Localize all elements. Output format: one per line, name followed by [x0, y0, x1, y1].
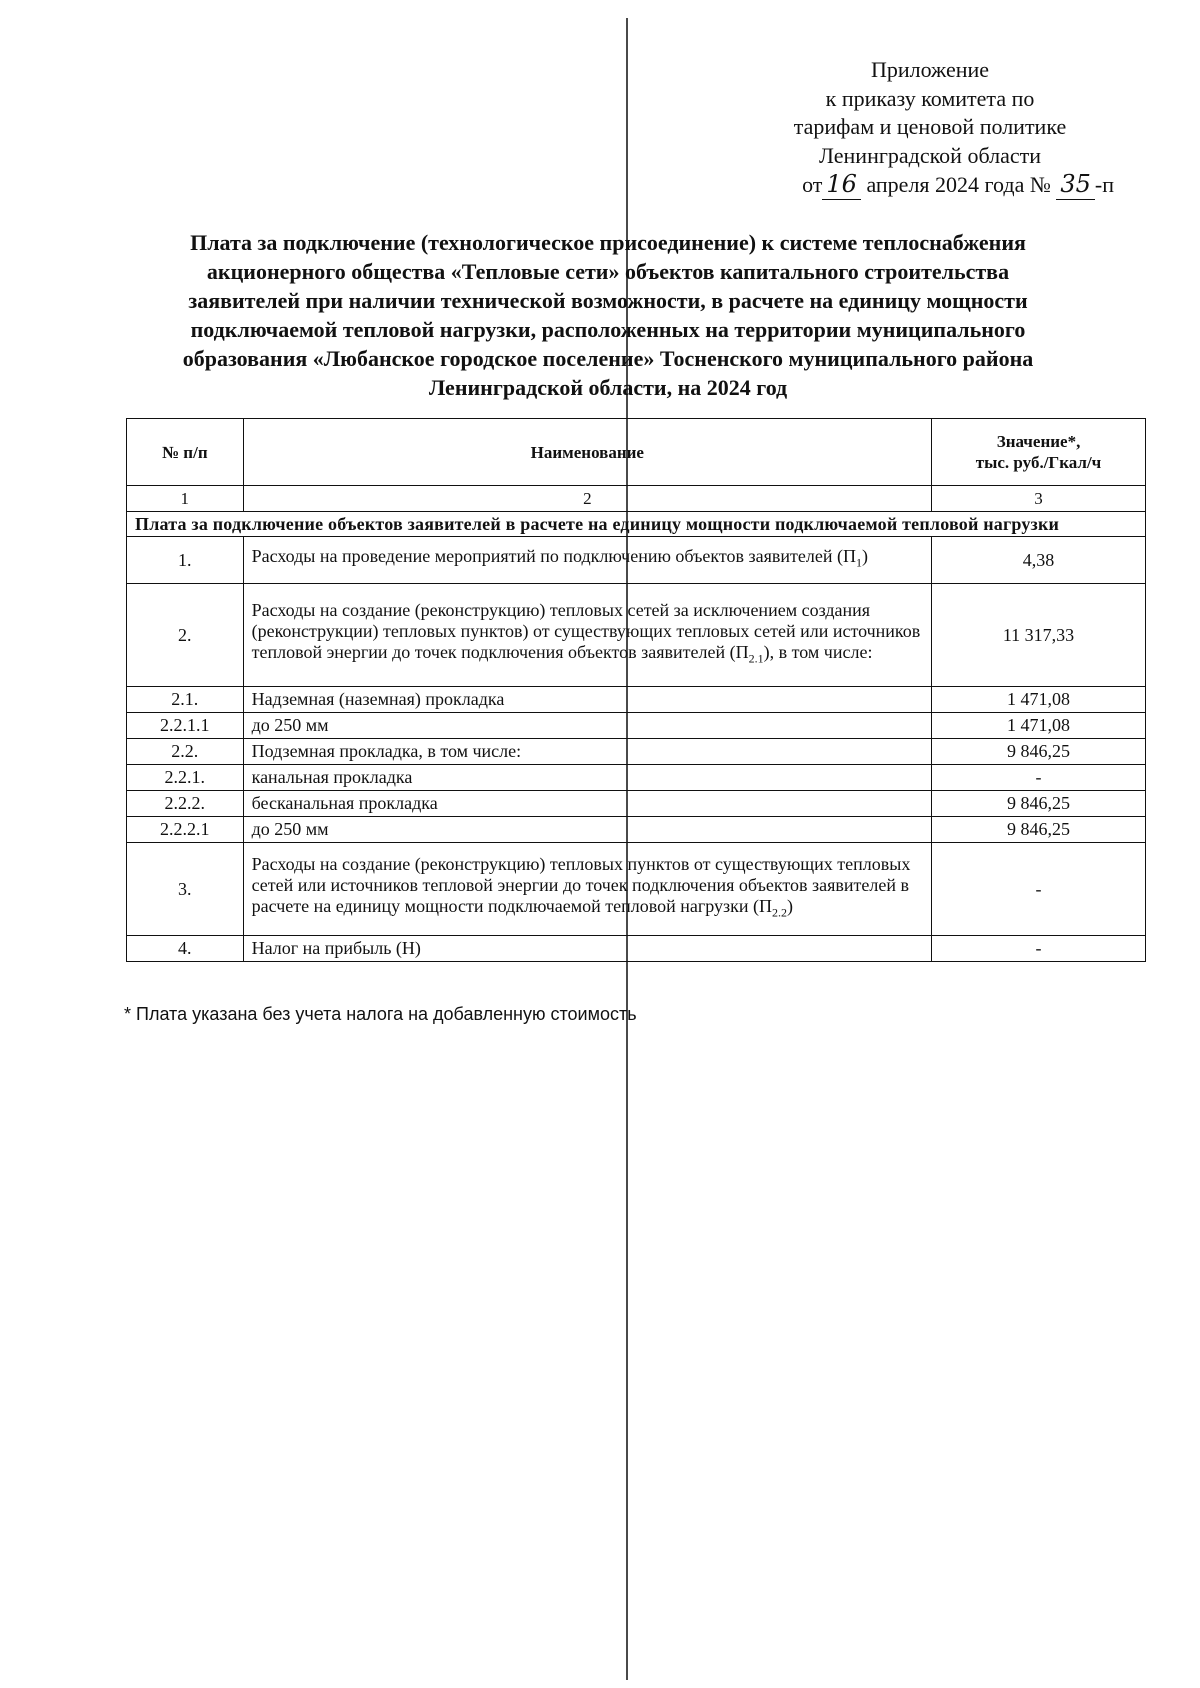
row-value: 11 317,33 [932, 584, 1146, 687]
row-value: - [932, 843, 1146, 936]
row-value: 1 471,08 [932, 687, 1146, 713]
table-row [127, 584, 1146, 687]
appendix-line: к приказу комитета по [825, 85, 1035, 111]
order-prefix: от [802, 172, 823, 197]
title-line: Ленинградской области, на 2024 год [428, 375, 788, 400]
row-name: Надземная (наземная) прокладка [243, 687, 931, 713]
table-row [127, 791, 1146, 817]
order-suffix: -п [1094, 172, 1114, 197]
row-name: Расходы на создание (реконструкцию) тепловых пунктов от существующих тепловых сетей или источников тепловой энергии до точек подключения объектов заявителей в расчете на единицу мощности подключаемой тепловой нагрузки $(П_{2.2})$ [243, 843, 931, 936]
row-name: до 250 мм [243, 713, 931, 739]
row-name: Расходы на проведение мероприятий по подключению объектов заявителей $(П_1)$ [243, 537, 931, 584]
header-name: Наименование [243, 419, 931, 486]
row-name: до 250 мм [243, 817, 931, 843]
row-num: 2.2. [127, 739, 244, 765]
row-num: 1. [127, 537, 244, 584]
table-row [127, 713, 1146, 739]
section-title-row [127, 512, 1146, 537]
header-num: № п/п [127, 419, 244, 486]
title-line: образования «Любанское городское поселение» Тосненского муниципального района [182, 346, 1034, 371]
header-value [932, 419, 1146, 486]
row-value: - [932, 936, 1146, 962]
row-num: 2.2.1.1 [127, 713, 244, 739]
column-number-row [127, 486, 1146, 512]
table-row [127, 817, 1146, 843]
table-row [127, 687, 1146, 713]
table-row [127, 936, 1146, 962]
row-value: 1 471,08 [932, 713, 1146, 739]
appendix-line: Ленинградской области [819, 142, 1041, 168]
order-date-line [740, 170, 1120, 200]
row-num: 2. [127, 584, 244, 687]
row-name: канальная прокладка [243, 765, 931, 791]
document-title [120, 228, 1096, 402]
row-name: Расходы на создание (реконструкцию) тепловых сетей за исключением создания (реконструкции) тепловых пунктов) от существующих тепловых сетей или источников тепловой энергии до точек подключения объектов заявителей $(П_{2.1})$, в том числе: [243, 584, 931, 687]
order-mid: апреля 2024 года № [866, 172, 1051, 197]
row-value: - [932, 765, 1146, 791]
title-line: подключаемой тепловой нагрузки, расположенных на территории муниципального [190, 317, 1026, 342]
title-line: акционерного общества «Тепловые сети» объектов капитального строительства [206, 259, 1010, 284]
row-num: 2.1. [127, 687, 244, 713]
title-line: Плата за подключение (технологическое присоединение) к системе теплоснабжения [190, 230, 1026, 255]
row-value: 9 846,25 [932, 817, 1146, 843]
column-number: 3 [932, 486, 1146, 512]
appendix-line: тарифам и ценовой политике [793, 114, 1067, 139]
fee-table [126, 418, 1146, 962]
column-number: 1 [127, 486, 244, 512]
table-row [127, 537, 1146, 584]
row-num: 2.2.2. [127, 791, 244, 817]
footnote: * Плата указана без учета налога на добавленную стоимость [124, 1004, 637, 1024]
row-value: 9 846,25 [932, 739, 1146, 765]
row-value: 9 846,25 [932, 791, 1146, 817]
column-number: 2 [243, 486, 931, 512]
section-title: Плата за подключение объектов заявителей в расчете на единицу мощности подключаемой тепловой нагрузки [127, 512, 1146, 537]
appendix-line: Приложение [870, 57, 990, 82]
appendix-block [740, 56, 1120, 200]
row-num: 2.2.1. [127, 765, 244, 791]
row-name: Налог на прибыль (Н) [243, 936, 931, 962]
title-line: заявителей при наличии технической возможности, в расчете на единицу мощности [188, 288, 1028, 313]
row-num: 2.2.2.1 [127, 817, 244, 843]
table-row [127, 765, 1146, 791]
header-value-line2: тыс. руб./Гкал/ч [975, 453, 1102, 472]
row-num: 4. [127, 936, 244, 962]
table-header-row [127, 419, 1146, 486]
row-name: бесканальная прокладка [243, 791, 931, 817]
row-name: Подземная прокладка, в том числе: [243, 739, 931, 765]
table-row [127, 843, 1146, 936]
table-row [127, 739, 1146, 765]
header-value-line1: Значение*, [996, 432, 1081, 451]
order-day-handwritten: 16 [822, 170, 861, 200]
row-num: 3. [127, 843, 244, 936]
row-value: 4,38 [932, 537, 1146, 584]
order-number-handwritten: 35 [1056, 170, 1095, 200]
